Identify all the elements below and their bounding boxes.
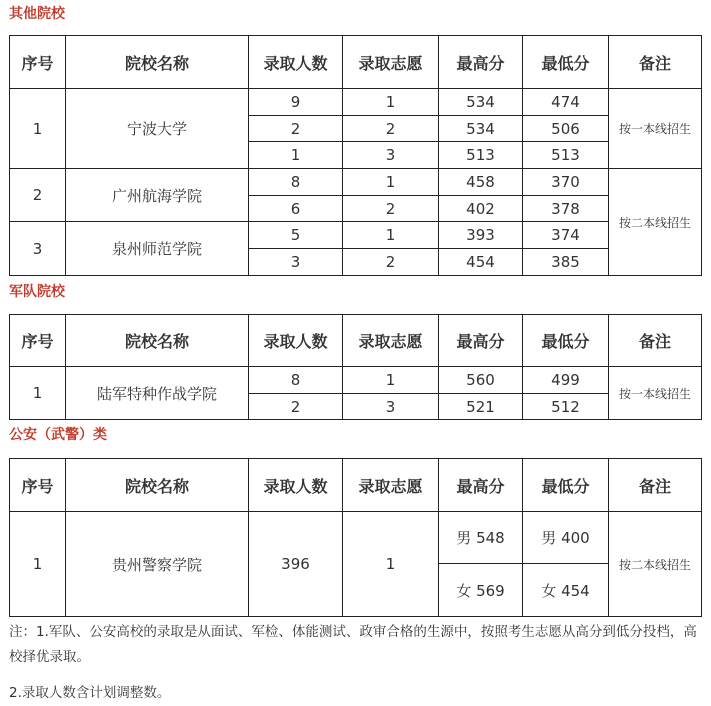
choice-cell: 1 xyxy=(343,89,439,116)
count-cell: 396 xyxy=(249,512,343,617)
school-name: 贵州警察学院 xyxy=(66,512,249,617)
school-name: 宁波大学 xyxy=(66,89,249,169)
header-note: 备注 xyxy=(609,459,702,512)
max-cell: 521 xyxy=(439,394,523,420)
header-max: 最高分 xyxy=(439,315,523,367)
table-header-row xyxy=(10,315,702,367)
choice-cell: 1 xyxy=(343,222,439,249)
table-header-row xyxy=(10,36,702,89)
choice-cell: 2 xyxy=(343,249,439,276)
table-row xyxy=(10,169,702,196)
min-cell: 378 xyxy=(523,196,609,222)
count-cell: 3 xyxy=(249,249,343,276)
min-cell: 513 xyxy=(523,142,609,169)
other-schools-table xyxy=(9,35,702,276)
header-choice: 录取志愿 xyxy=(343,315,439,367)
school-no: 2 xyxy=(10,169,66,222)
table-row xyxy=(10,89,702,116)
school-name: 广州航海学院 xyxy=(66,169,249,222)
table-row xyxy=(10,222,702,249)
header-count: 录取人数 xyxy=(249,459,343,512)
section-title-other: 其他院校 xyxy=(9,6,65,22)
note-cell: 按二本线招生 xyxy=(609,169,702,276)
count-cell: 1 xyxy=(249,142,343,169)
max-cell: 513 xyxy=(439,142,523,169)
school-no: 1 xyxy=(10,367,66,420)
min-cell-female: 女 454 xyxy=(523,564,609,617)
max-cell: 454 xyxy=(439,249,523,276)
note-cell: 按一本线招生 xyxy=(609,89,702,169)
header-count: 录取人数 xyxy=(249,36,343,89)
count-cell: 5 xyxy=(249,222,343,249)
section-title-military: 军队院校 xyxy=(9,284,65,300)
table-row xyxy=(10,512,702,564)
school-name: 陆军特种作战学院 xyxy=(66,367,249,420)
max-cell: 534 xyxy=(439,89,523,116)
header-choice: 录取志愿 xyxy=(343,459,439,512)
choice-cell: 1 xyxy=(343,169,439,196)
header-school: 院校名称 xyxy=(66,459,249,512)
header-max: 最高分 xyxy=(439,36,523,89)
header-no: 序号 xyxy=(10,459,66,512)
choice-cell: 1 xyxy=(343,512,439,617)
min-cell: 385 xyxy=(523,249,609,276)
school-name: 泉州师范学院 xyxy=(66,222,249,276)
header-note: 备注 xyxy=(609,315,702,367)
count-cell: 9 xyxy=(249,89,343,116)
choice-cell: 1 xyxy=(343,367,439,394)
choice-cell: 3 xyxy=(343,142,439,169)
footnote-2: 2.录取人数含计划调整数。 xyxy=(9,685,171,701)
count-cell: 2 xyxy=(249,116,343,142)
military-schools-table xyxy=(9,314,702,420)
table-header-row xyxy=(10,459,702,512)
header-note: 备注 xyxy=(609,36,702,89)
header-min: 最低分 xyxy=(523,459,609,512)
max-cell: 534 xyxy=(439,116,523,142)
table-row xyxy=(10,367,702,394)
school-no: 1 xyxy=(10,89,66,169)
count-cell: 8 xyxy=(249,367,343,394)
choice-cell: 3 xyxy=(343,394,439,420)
header-school: 院校名称 xyxy=(66,315,249,367)
max-cell: 402 xyxy=(439,196,523,222)
section-title-police: 公安（武警）类 xyxy=(9,427,107,443)
min-cell: 374 xyxy=(523,222,609,249)
min-cell: 474 xyxy=(523,89,609,116)
max-cell: 393 xyxy=(439,222,523,249)
min-cell: 370 xyxy=(523,169,609,196)
school-no: 3 xyxy=(10,222,66,276)
max-cell: 560 xyxy=(439,367,523,394)
header-min: 最低分 xyxy=(523,315,609,367)
count-cell: 6 xyxy=(249,196,343,222)
header-max: 最高分 xyxy=(439,459,523,512)
header-count: 录取人数 xyxy=(249,315,343,367)
min-cell-male: 男 400 xyxy=(523,512,609,564)
school-no: 1 xyxy=(10,512,66,617)
max-cell-female: 女 569 xyxy=(439,564,523,617)
choice-cell: 2 xyxy=(343,196,439,222)
min-cell: 499 xyxy=(523,367,609,394)
footnote-1: 注：1.军队、公安高校的录取是从面试、军检、体能测试、政审合格的生源中，按照考生志愿从高分到低分投档，高校择优录取。 xyxy=(9,624,697,665)
count-cell: 2 xyxy=(249,394,343,420)
header-no: 序号 xyxy=(10,315,66,367)
max-cell: 458 xyxy=(439,169,523,196)
choice-cell: 2 xyxy=(343,116,439,142)
count-cell: 8 xyxy=(249,169,343,196)
min-cell: 512 xyxy=(523,394,609,420)
header-school: 院校名称 xyxy=(66,36,249,89)
header-no: 序号 xyxy=(10,36,66,89)
police-schools-table xyxy=(9,458,702,617)
header-min: 最低分 xyxy=(523,36,609,89)
min-cell: 506 xyxy=(523,116,609,142)
note-cell: 按一本线招生 xyxy=(609,367,702,420)
header-choice: 录取志愿 xyxy=(343,36,439,89)
max-cell-male: 男 548 xyxy=(439,512,523,564)
note-cell: 按二本线招生 xyxy=(609,512,702,617)
